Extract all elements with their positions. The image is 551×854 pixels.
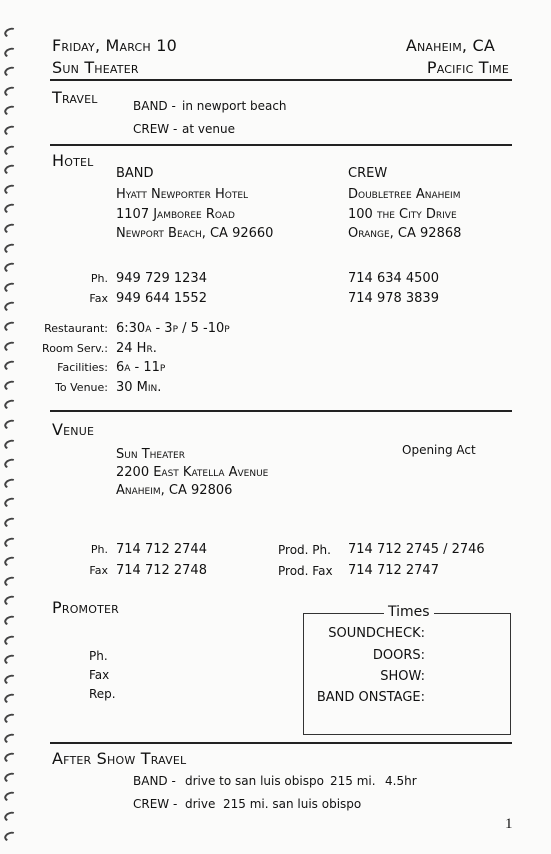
binding-ring [3,46,18,59]
binding-ring [3,144,18,157]
spiral-binding [2,0,22,854]
promoter-heading: Promoter [52,598,120,617]
header-venue-name: Sun Theater [52,58,139,77]
after-show-heading: After Show Travel [52,749,187,768]
binding-ring [3,555,18,568]
binding-ring [3,516,18,529]
binding-ring [3,340,18,353]
binding-ring [3,790,18,803]
binding-ring [3,183,18,196]
after-show-band-value: drive to san luis obispo [185,774,324,788]
binding-ring [3,614,18,627]
binding-ring [3,536,18,549]
binding-ring [3,692,18,705]
binding-ring [3,242,18,255]
binding-ring [3,222,18,235]
header-rule [50,79,512,81]
hotel-tovenue: 30 Min. [116,380,162,395]
binding-ring [3,65,18,78]
venue-heading: Venue [52,420,95,439]
times-title: Times [384,604,434,620]
opening-act-label: Opening Act [402,443,476,457]
hotel-tovenue-label: To Venue: [55,381,108,394]
hotel-band-ph: 949 729 1234 [116,271,207,286]
travel-crew-label: CREW - [133,122,178,136]
binding-ring [3,673,18,686]
venue-fax: 714 712 2748 [116,563,207,578]
hotel-crew-ph: 714 634 4500 [348,271,439,286]
after-show-band-distance: 215 mi. [330,774,376,788]
venue-prod-ph: 714 712 2745 / 2746 [348,542,485,557]
venue-fax-label: Fax [89,564,108,577]
travel-band-label: BAND - [133,99,176,113]
hotel-crew-city: Orange, CA 92868 [348,226,462,241]
travel-crew-value: at venue [182,122,235,136]
hotel-crew-name: Doubletree Anaheim [348,187,461,202]
hotel-roomserv-label: Room Serv.: [42,342,108,355]
venue-ph-label: Ph. [90,543,108,556]
hotel-roomserv: 24 Hr. [116,341,157,356]
binding-ring [3,771,18,784]
hotel-band-city: Newport Beach, CA 92660 [116,226,274,241]
header-timezone: Pacific Time [426,58,509,77]
binding-ring [3,810,18,823]
hotel-band-fax: 949 644 1552 [116,291,207,306]
binding-ring [3,653,18,666]
binding-ring [3,379,18,392]
hotel-band-name: Hyatt Newporter Hotel [116,187,249,202]
travel-band-value: in newport beach [182,99,287,113]
binding-ring [3,261,18,274]
times-show-label: SHOW: [380,669,425,684]
page-number: 1 [505,816,513,832]
binding-ring [3,124,18,137]
hotel-heading: Hotel [52,151,94,170]
hotel-restaurant-label: Restaurant: [44,322,108,335]
binding-ring [3,751,18,764]
after-show-band-time: 4.5hr [385,774,417,788]
venue-prod-ph-label: Prod. Ph. [278,543,331,557]
venue-prod-fax: 714 712 2747 [348,563,439,578]
hotel-facilities-label: Facilities: [57,361,108,374]
header-date: Friday, March 10 [52,36,177,55]
travel-heading: Travel [52,88,98,107]
travel-rule [50,144,512,146]
binding-ring [3,477,18,490]
times-doors-label: DOORS: [372,648,425,663]
venue-prod-fax-label: Prod. Fax [278,564,333,578]
venue-address: 2200 East Katella Avenue [116,465,269,480]
binding-ring [3,594,18,607]
binding-ring [3,457,18,470]
hotel-crew-address: 100 the City Drive [348,207,457,222]
hotel-crew-label: CREW [348,166,388,181]
binding-ring [3,300,18,313]
venue-city: Anaheim, CA 92806 [116,483,233,498]
binding-ring [3,104,18,117]
binding-ring [3,496,18,509]
times-soundcheck-label: SOUNDCHECK: [328,626,425,641]
binding-ring [3,732,18,745]
hotel-fax-label: Fax [89,292,108,305]
promoter-fax-label: Fax [89,668,110,682]
hotel-band-address: 1107 Jamboree Road [116,207,235,222]
binding-ring [3,85,18,98]
hotel-facilities: 6a - 11p [116,360,166,375]
hotel-ph-label: Ph. [90,272,108,285]
binding-ring [3,202,18,215]
promoter-rep-label: Rep. [89,687,116,701]
binding-ring [3,830,18,843]
times-band-onstage-label: BAND ONSTAGE: [316,690,425,705]
binding-ring [3,320,18,333]
binding-ring [3,575,18,588]
binding-ring [3,398,18,411]
binding-ring [3,712,18,725]
after-show-band-label: BAND - [133,774,176,788]
header-city: Anaheim, CA [405,36,495,55]
binding-ring [3,281,18,294]
venue-ph: 714 712 2744 [116,542,207,557]
promoter-ph-label: Ph. [89,649,108,663]
binding-ring [3,359,18,372]
venue-name: Sun Theater [116,447,185,462]
after-show-crew-label: CREW - [133,797,178,811]
binding-ring [3,634,18,647]
hotel-band-label: BAND [116,166,154,181]
hotel-restaurant: 6:30a - 3p / 5 -10p [116,321,230,336]
hotel-rule [50,410,512,412]
after-show-crew-value: drive 215 mi. san luis obispo [185,797,362,811]
binding-ring [3,163,18,176]
binding-ring [3,418,18,431]
binding-ring [3,26,18,39]
promoter-rule [50,742,512,744]
hotel-crew-fax: 714 978 3839 [348,291,439,306]
binding-ring [3,438,18,451]
